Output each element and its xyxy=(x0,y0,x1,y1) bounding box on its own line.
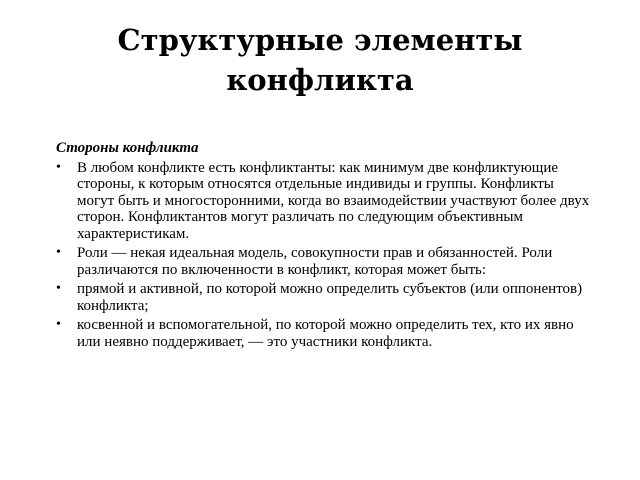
bullet-icon: • xyxy=(56,245,61,260)
title-line-1: Структурные элементы xyxy=(117,23,523,57)
bullet-text: Роли — некая идеальная модель, совокупности прав и обязанностей. Роли различаются по включенности в конфликт, которая может быть: xyxy=(77,245,553,278)
bullet-text: В любом конфликте есть конфликтанты: как минимум две конфликтующие стороны, к которым относятся отдельные индивиды и группы. Конфликты могут быть и многосторонними, когда во взаимодействии участвуют более двух сторон. Конфликтантов могут различать по следующим объективным характеристикам. xyxy=(77,159,590,242)
bullet-icon: • xyxy=(56,281,61,296)
subheading: Стороны конфликта xyxy=(56,140,199,156)
slide-content xyxy=(56,140,592,353)
bullet-item xyxy=(56,245,592,278)
bullet-item xyxy=(56,160,592,243)
bullet-text: прямой и активной, по которой можно определить субъектов (или оппонентов) конфликта; xyxy=(77,281,583,314)
bullet-icon: • xyxy=(56,317,61,332)
bullet-icon: • xyxy=(56,159,61,175)
bullet-list xyxy=(56,160,592,351)
title-line-2: конфликта xyxy=(226,63,414,97)
bullet-text: косвенной и вспомогательной, по которой можно определить тех, кто их явно или неявно поддерживает, — это участники конфликта. xyxy=(77,317,574,350)
slide-title xyxy=(40,20,600,100)
bullet-item xyxy=(56,281,592,314)
bullet-item xyxy=(56,317,592,350)
